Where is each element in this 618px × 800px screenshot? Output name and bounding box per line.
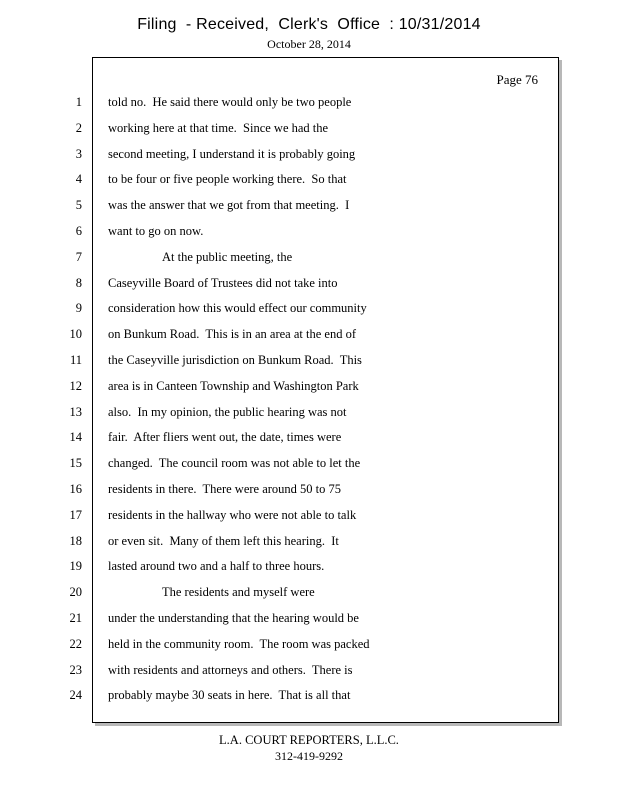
line-number: 18 bbox=[69, 533, 82, 548]
transcript-text bbox=[108, 94, 548, 713]
transcript-line: on Bunkum Road. This is in an area at the end of bbox=[108, 327, 356, 342]
line-number: 23 bbox=[69, 662, 82, 677]
page-number: Page 76 bbox=[496, 72, 538, 87]
line-number: 21 bbox=[69, 610, 82, 625]
transcript-line: residents in there. There were around 50 to 75 bbox=[108, 481, 342, 496]
document-date: October 28, 2014 bbox=[267, 37, 351, 51]
transcript-line: residents in the hallway who were not able to talk bbox=[108, 507, 357, 522]
line-number: 6 bbox=[75, 223, 82, 238]
transcript-line: told no. He said there would only be two people bbox=[108, 95, 352, 109]
line-number: 5 bbox=[75, 198, 82, 213]
line-number: 7 bbox=[75, 249, 82, 264]
line-number: 12 bbox=[69, 378, 82, 393]
transcript-line: At the public meeting, the bbox=[162, 249, 293, 264]
line-number: 2 bbox=[75, 120, 82, 135]
transcript-line: under the understanding that the hearing would be bbox=[108, 610, 359, 625]
transcript-line: area is in Canteen Township and Washington Park bbox=[108, 378, 359, 393]
line-number: 17 bbox=[69, 507, 82, 522]
line-number-column bbox=[60, 94, 82, 713]
court-reporter-phone: 312-419-9292 bbox=[275, 749, 343, 763]
transcript-line: fair. After fliers went out, the date, times were bbox=[108, 430, 342, 445]
transcript-line: or even sit. Many of them left this hearing. It bbox=[108, 533, 339, 548]
line-number: 8 bbox=[75, 275, 82, 290]
line-number: 24 bbox=[69, 688, 82, 703]
transcript-line: also. In my opinion, the public hearing was not bbox=[108, 404, 347, 419]
transcript-line: working here at that time. Since we had the bbox=[108, 120, 329, 135]
transcript-line: consideration how this would effect our community bbox=[108, 301, 367, 316]
line-number: 15 bbox=[69, 456, 82, 471]
transcript-line: want to go on now. bbox=[108, 223, 204, 238]
line-number: 16 bbox=[69, 481, 82, 496]
transcript-line: changed. The council room was not able to let the bbox=[108, 456, 361, 471]
transcript-line: lasted around two and a half to three hours. bbox=[108, 559, 325, 574]
transcript-line: with residents and attorneys and others. There is bbox=[108, 662, 353, 677]
line-number: 11 bbox=[69, 352, 82, 367]
transcript-line: probably maybe 30 seats in here. That is all that bbox=[108, 688, 351, 703]
line-number: 14 bbox=[69, 430, 82, 445]
line-number: 13 bbox=[69, 404, 82, 419]
line-number: 1 bbox=[75, 95, 82, 109]
court-reporter-name: L.A. COURT REPORTERS, L.L.C. bbox=[219, 733, 399, 747]
transcript-line: The residents and myself were bbox=[162, 585, 315, 600]
line-number: 19 bbox=[69, 559, 82, 574]
transcript-line: to be four or five people working there. So that bbox=[108, 172, 347, 187]
line-number: 10 bbox=[69, 327, 82, 342]
transcript-line: Caseyville Board of Trustees did not take into bbox=[108, 275, 338, 290]
transcript-line: second meeting, I understand it is probably going bbox=[108, 146, 356, 161]
transcript-line: was the answer that we got from that meeting. I bbox=[108, 198, 350, 213]
line-number: 3 bbox=[75, 146, 82, 161]
filing-stamp: Filing - Received, Clerk's Office : 10/31/2014 bbox=[137, 16, 481, 33]
line-number: 9 bbox=[75, 301, 82, 316]
line-number: 4 bbox=[75, 172, 82, 187]
line-number: 20 bbox=[69, 585, 82, 600]
line-number: 22 bbox=[69, 636, 82, 651]
transcript-line: the Caseyville jurisdiction on Bunkum Road. This bbox=[108, 352, 362, 367]
transcript-line: held in the community room. The room was packed bbox=[108, 636, 370, 651]
